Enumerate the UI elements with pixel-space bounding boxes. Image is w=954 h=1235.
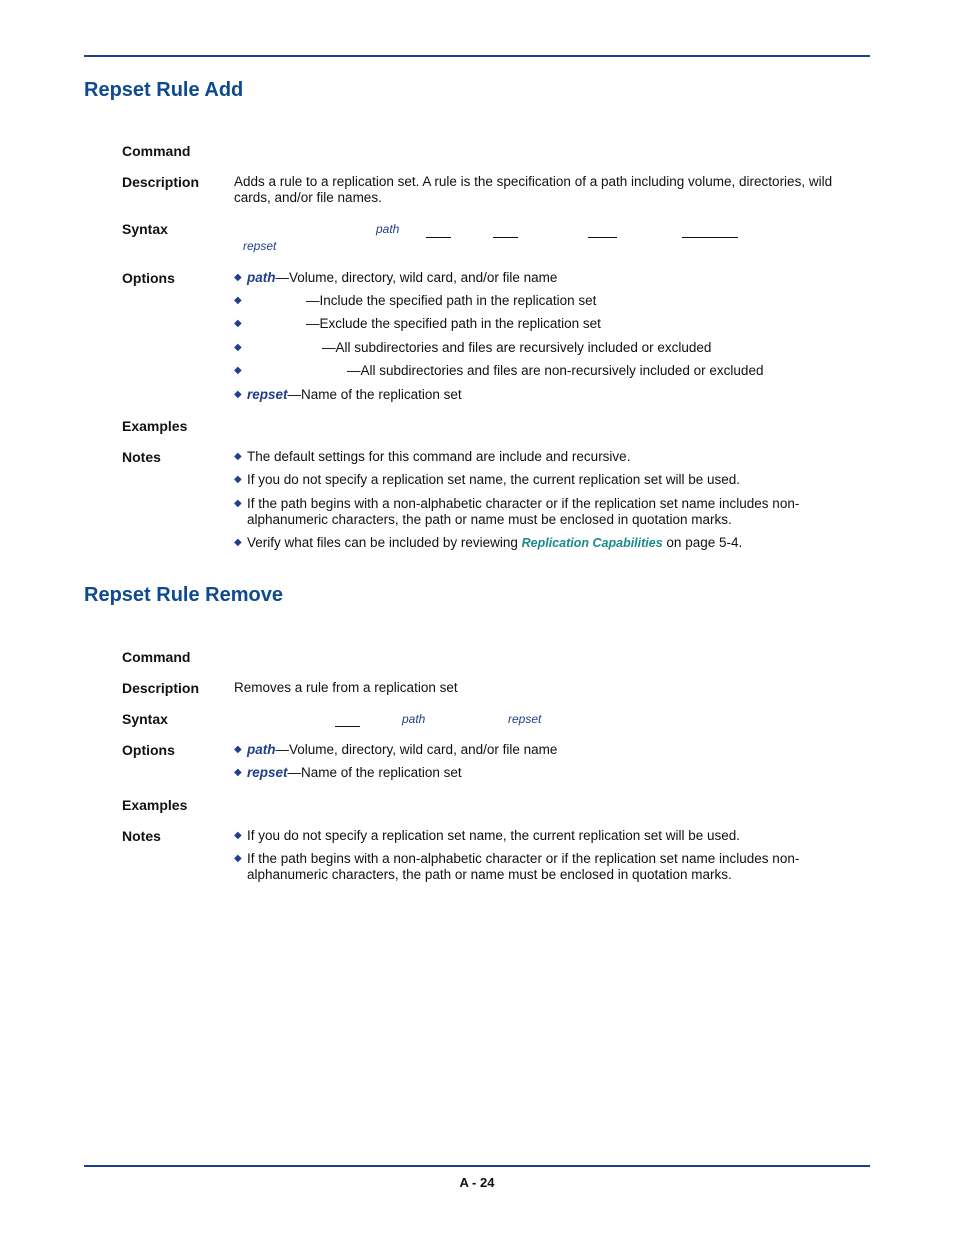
option-text: —Volume, directory, wild card, and/or file name bbox=[275, 742, 558, 757]
diamond-icon: ◆ bbox=[234, 498, 242, 509]
option-term: repset bbox=[247, 765, 288, 780]
option-item bbox=[234, 742, 834, 758]
note-item bbox=[234, 851, 809, 883]
diamond-icon: ◆ bbox=[234, 474, 242, 485]
diamond-icon: ◆ bbox=[234, 295, 242, 306]
option-text: —All subdirectories and files are recursively included or excluded bbox=[322, 340, 712, 355]
note-text: The default settings for this command are include and recursive. bbox=[247, 449, 631, 464]
syntax-path: path bbox=[376, 222, 400, 236]
description-text: Adds a rule to a replication set. A rule is the specification of a path including volume, directories, wild cards, and/or file names. bbox=[234, 174, 833, 205]
note-text: If the path begins with a non-alphabetic character or if the replication set name includes non-alphanumeric characters, the path or name must be enclosed in quotation marks. bbox=[247, 851, 800, 882]
option-text: —Name of the replication set bbox=[287, 387, 462, 402]
syntax-underline bbox=[493, 237, 518, 238]
label-examples: Examples bbox=[122, 797, 188, 813]
diamond-icon: ◆ bbox=[234, 830, 242, 841]
diamond-icon: ◆ bbox=[234, 272, 242, 283]
note-item bbox=[234, 449, 834, 465]
syntax-underline bbox=[588, 237, 617, 238]
option-item bbox=[234, 363, 834, 379]
syntax-repset: repset bbox=[243, 239, 277, 253]
note-item bbox=[234, 472, 834, 488]
option-item bbox=[234, 293, 834, 309]
syntax-repset: repset bbox=[508, 712, 542, 726]
diamond-icon: ◆ bbox=[234, 744, 242, 755]
option-text: —All subdirectories and files are non-recursively included or excluded bbox=[347, 363, 764, 378]
label-options: Options bbox=[122, 270, 175, 286]
label-notes: Notes bbox=[122, 449, 161, 465]
diamond-icon: ◆ bbox=[234, 342, 242, 353]
note-item bbox=[234, 535, 834, 551]
note-item bbox=[234, 496, 809, 528]
diamond-icon: ◆ bbox=[234, 853, 242, 864]
option-item bbox=[234, 340, 834, 356]
diamond-icon: ◆ bbox=[234, 318, 242, 329]
option-item bbox=[234, 316, 834, 332]
syntax-underline bbox=[426, 237, 451, 238]
label-options: Options bbox=[122, 742, 175, 758]
syntax-underline bbox=[682, 237, 738, 238]
note-text: Verify what files can be included by reviewing bbox=[247, 535, 522, 550]
diamond-icon: ◆ bbox=[234, 451, 242, 462]
diamond-icon: ◆ bbox=[234, 537, 242, 548]
label-description: Description bbox=[122, 174, 200, 190]
header-rule bbox=[84, 55, 870, 57]
option-text: —Name of the replication set bbox=[287, 765, 462, 780]
diamond-icon: ◆ bbox=[234, 365, 242, 376]
option-term: path bbox=[247, 742, 276, 757]
option-term: path bbox=[247, 270, 276, 285]
replication-capabilities-link[interactable]: Replication Capabilities bbox=[521, 536, 663, 550]
label-syntax: Syntax bbox=[122, 221, 168, 237]
section-title-repset-rule-remove: Repset Rule Remove bbox=[84, 584, 283, 606]
label-command: Command bbox=[122, 143, 191, 159]
option-item bbox=[234, 765, 834, 781]
note-text: on page 5-4. bbox=[662, 535, 743, 550]
option-item bbox=[234, 387, 834, 403]
footer-rule bbox=[84, 1165, 870, 1167]
section-title-repset-rule-add: Repset Rule Add bbox=[84, 79, 244, 101]
label-syntax: Syntax bbox=[122, 711, 168, 727]
note-text: If you do not specify a replication set name, the current replication set will be used. bbox=[247, 828, 741, 843]
option-item bbox=[234, 270, 834, 286]
option-text: —Volume, directory, wild card, and/or file name bbox=[275, 270, 558, 285]
option-text: —Exclude the specified path in the replication set bbox=[306, 316, 601, 331]
page-number: A - 24 bbox=[459, 1175, 495, 1190]
diamond-icon: ◆ bbox=[234, 767, 242, 778]
syntax-path: path bbox=[402, 712, 426, 726]
label-examples: Examples bbox=[122, 418, 188, 434]
note-item bbox=[234, 828, 834, 844]
option-term: repset bbox=[247, 387, 288, 402]
label-description: Description bbox=[122, 680, 200, 696]
diamond-icon: ◆ bbox=[234, 389, 242, 400]
label-command: Command bbox=[122, 649, 191, 665]
option-text: —Include the specified path in the replication set bbox=[306, 293, 597, 308]
description-text: Removes a rule from a replication set bbox=[234, 680, 458, 695]
syntax-underline bbox=[335, 726, 360, 727]
label-notes: Notes bbox=[122, 828, 161, 844]
note-text: If the path begins with a non-alphabetic character or if the replication set name includes non-alphanumeric characters, the path or name must be enclosed in quotation marks. bbox=[247, 496, 800, 527]
note-text: If you do not specify a replication set name, the current replication set will be used. bbox=[247, 472, 741, 487]
